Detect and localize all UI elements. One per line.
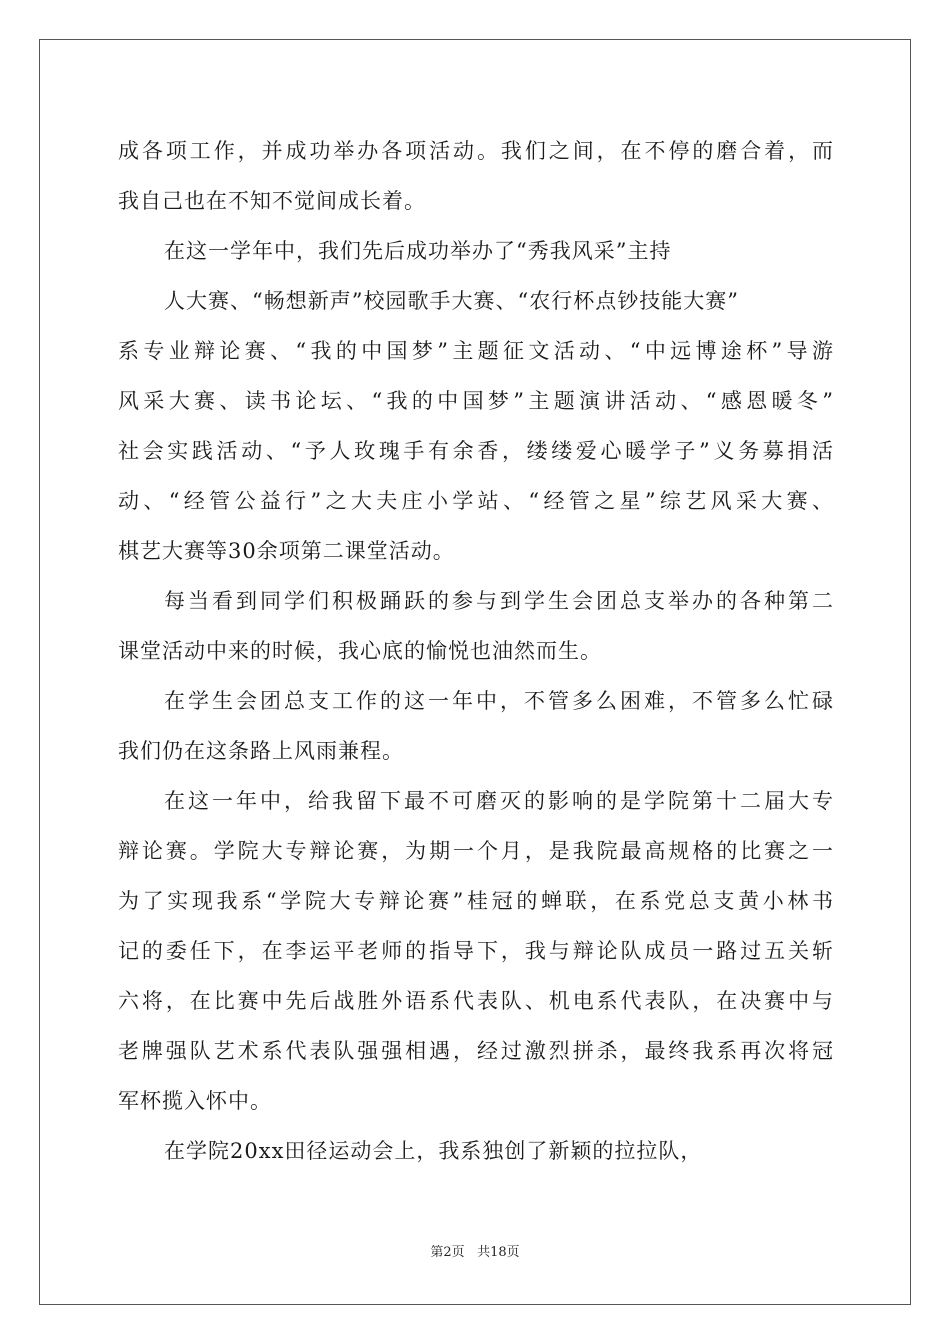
- text-line: 社会实践活动、“予人玫瑰手有余香，缕缕爱心暖学子”义务募捐活: [118, 439, 834, 463]
- paragraph-start-line: 在这一学年中，我们先后成功举办了“秀我风采”主持: [164, 239, 672, 263]
- document-body: [118, 126, 834, 1176]
- text-line: 我自己也在不知不觉间成长着。: [118, 189, 426, 213]
- text-line: 系专业辩论赛、“我的中国梦”主题征文活动、“中远博途杯”导游: [118, 339, 834, 363]
- paragraph-start-line: 每当看到同学们积极踊跃的参与到学生会团总支举办的各种第二: [164, 589, 834, 613]
- text-line: 棋艺大赛等30余项第二课堂活动。: [118, 539, 455, 563]
- text-line: 人大赛、“畅想新声”校园歌手大赛、“农行杯点钞技能大赛”: [164, 289, 739, 313]
- paragraph-start-line: 在学生会团总支工作的这一年中，不管多么困难，不管多么忙碌: [164, 689, 834, 713]
- paragraph-start-line: 在学院20xx田径运动会上，我系独创了新颖的拉拉队，: [164, 1139, 703, 1163]
- text-line: 记的委任下，在李运平老师的指导下，我与辩论队成员一路过五关斩: [118, 939, 834, 963]
- page-total: 共18页: [477, 1245, 520, 1260]
- text-line: 我们仍在这条路上风雨兼程。: [118, 739, 404, 763]
- text-line: 军杯揽入怀中。: [118, 1089, 272, 1113]
- text-line: 成各项工作，并成功举办各项活动。我们之间，在不停的磨合着，而: [118, 139, 834, 163]
- text-line: 辩论赛。学院大专辩论赛，为期一个月，是我院最高规格的比赛之一: [118, 839, 834, 863]
- text-line: 为了实现我系“学院大专辩论赛”桂冠的蝉联，在系党总支黄小林书: [118, 889, 834, 913]
- page-number: 第2页: [430, 1245, 465, 1260]
- page-footer: [0, 1244, 950, 1262]
- text-line: 风采大赛、读书论坛、“我的中国梦”主题演讲活动、“感恩暖冬”: [118, 389, 834, 413]
- text-line: 六将，在比赛中先后战胜外语系代表队、机电系代表队，在决赛中与: [118, 989, 834, 1013]
- text-line: 动、“经管公益行”之大夫庄小学站、“经管之星”综艺风采大赛、: [118, 489, 834, 513]
- text-line: 课堂活动中来的时候，我心底的愉悦也油然而生。: [118, 639, 602, 663]
- text-line: 老牌强队艺术系代表队强强相遇，经过激烈拼杀，最终我系再次将冠: [118, 1039, 834, 1063]
- paragraph-start-line: 在这一年中，给我留下最不可磨灭的影响的是学院第十二届大专: [164, 789, 834, 813]
